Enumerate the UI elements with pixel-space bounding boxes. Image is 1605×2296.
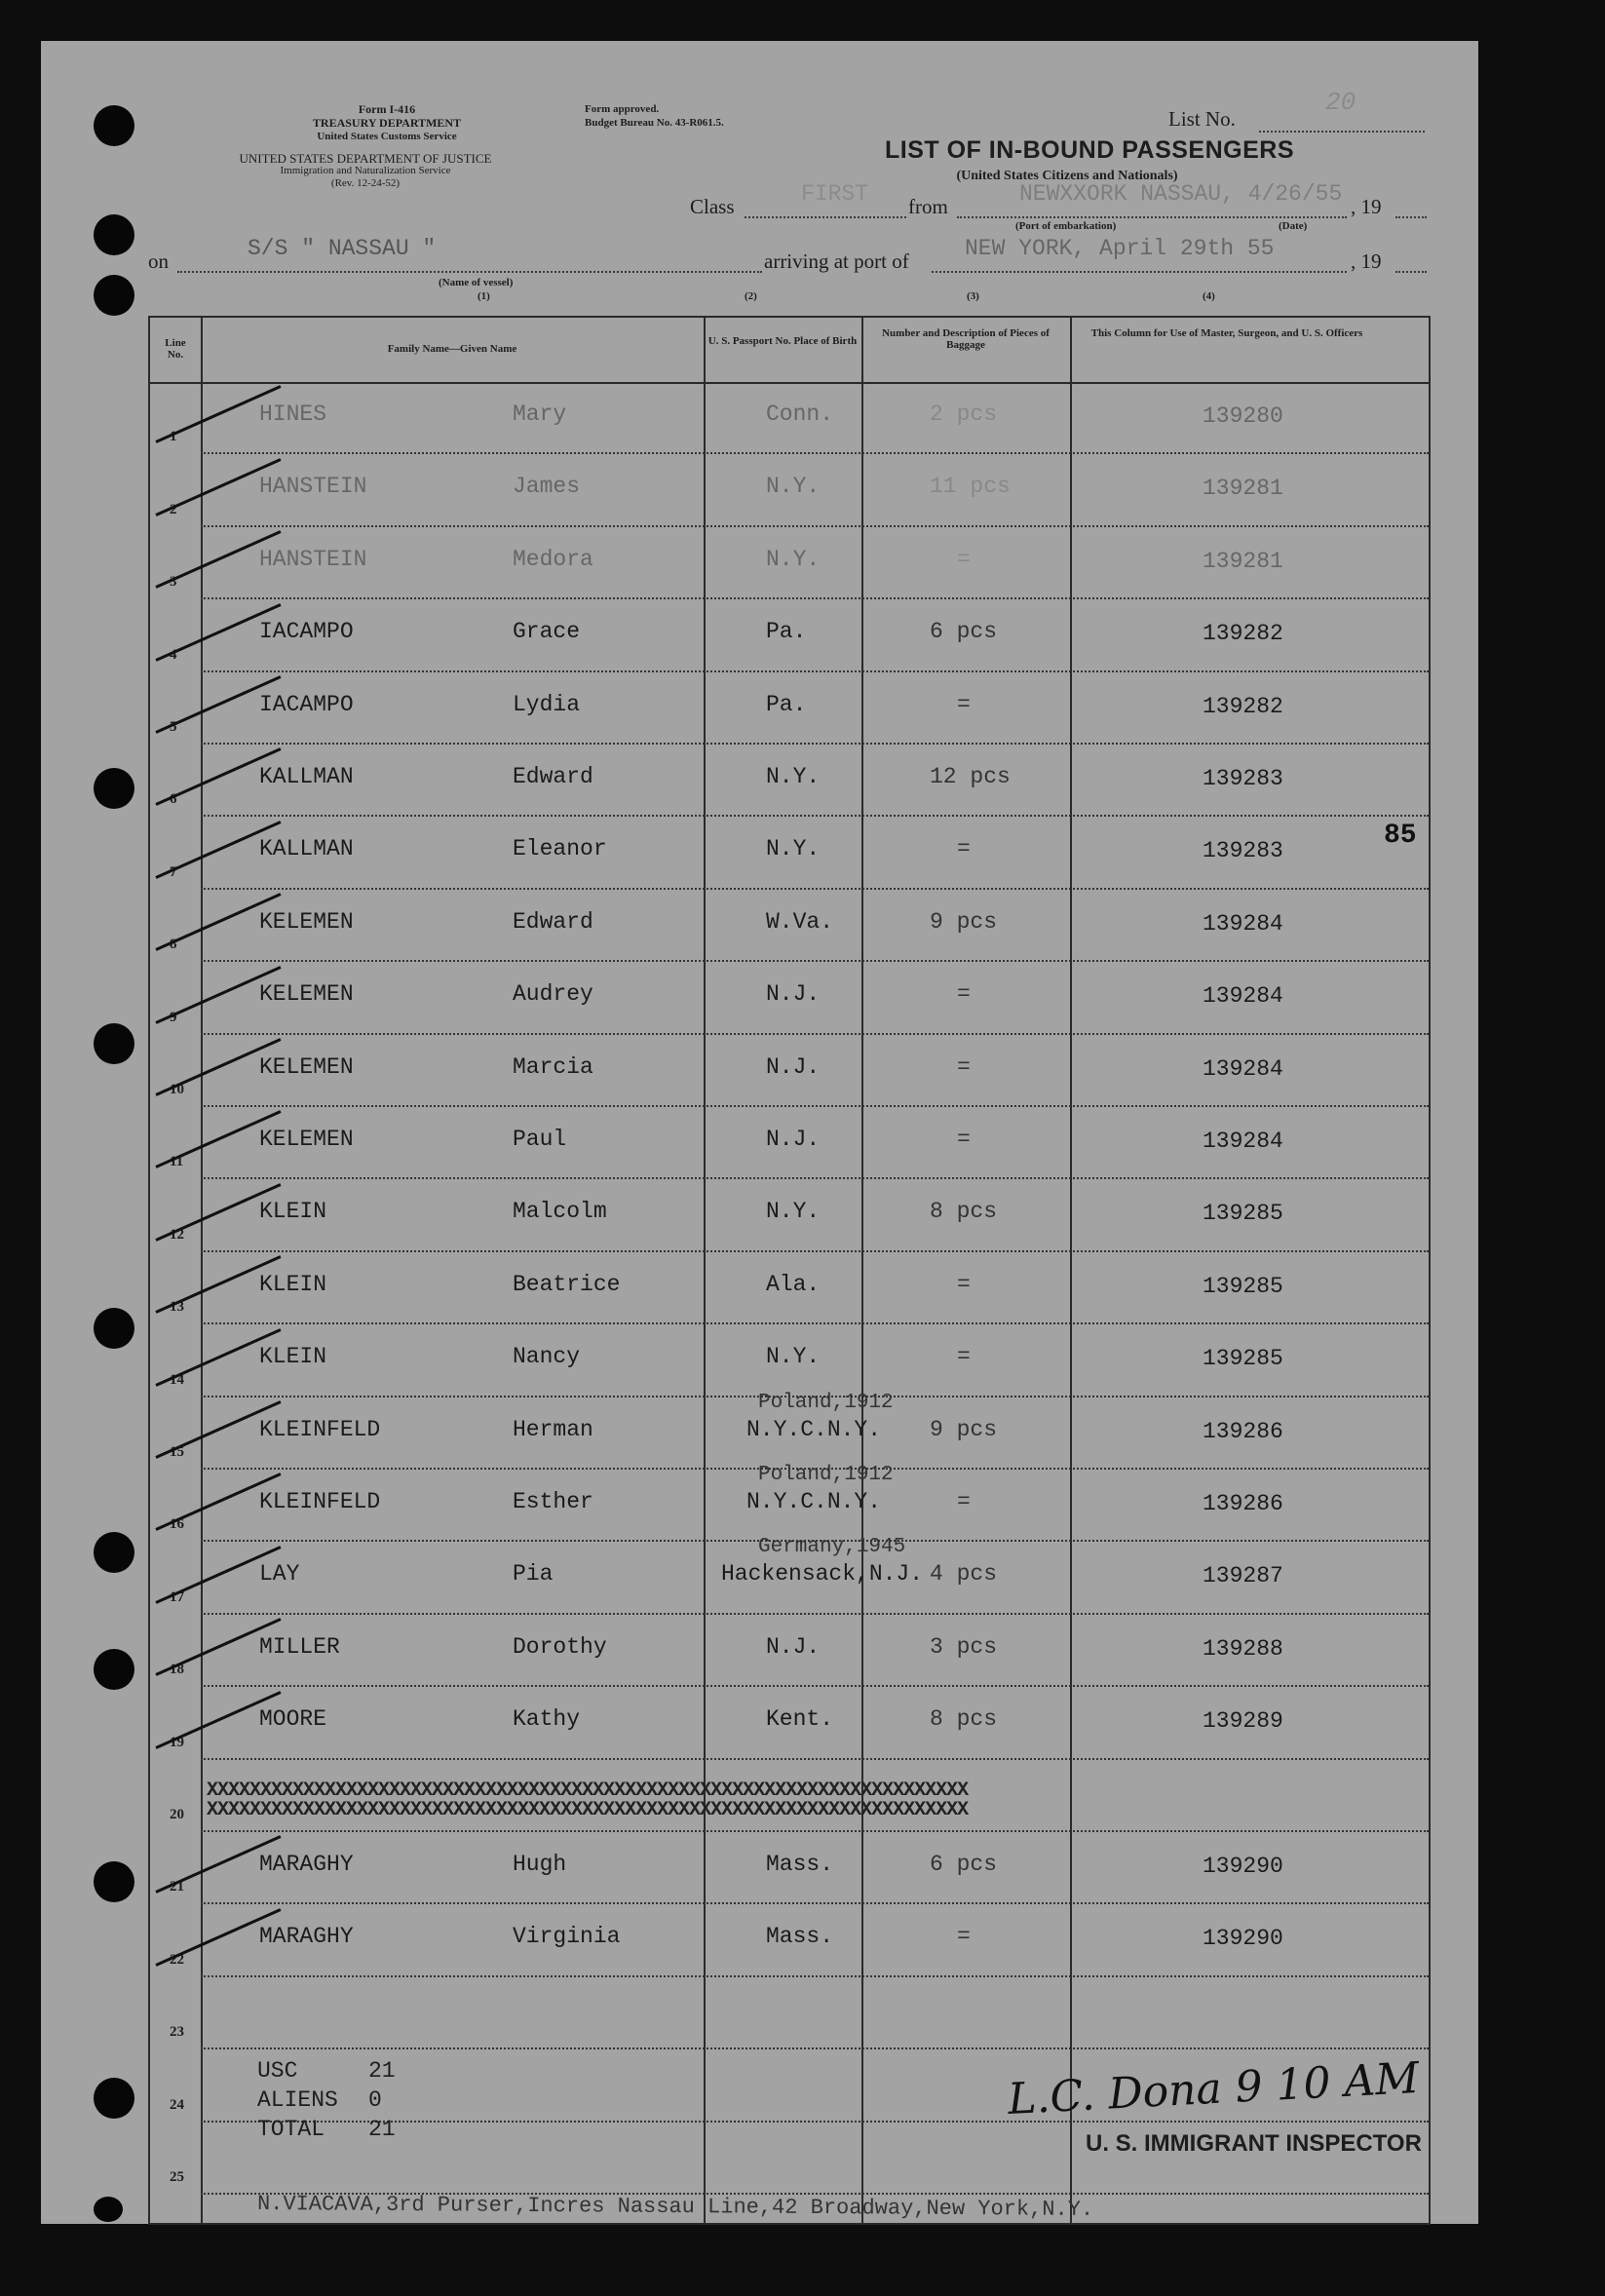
given-name: Grace — [513, 619, 581, 645]
form-approved: Form approved. — [585, 103, 660, 115]
family-name: KALLMAN — [259, 764, 354, 789]
officer-number: 139283 — [1203, 766, 1283, 791]
line-number: 25 — [170, 2168, 184, 2185]
birth-place: Conn. — [766, 402, 834, 427]
line-number: 18 — [170, 1662, 184, 1678]
baggage: 6 pcs — [930, 619, 998, 645]
family-name: IACAMPO — [259, 619, 354, 645]
line-number: 13 — [170, 1299, 184, 1316]
officer-number: 139287 — [1203, 1563, 1283, 1589]
from-line — [957, 216, 1347, 218]
binder-hole — [94, 275, 134, 316]
table-row — [150, 454, 1429, 526]
list-no-label: List No. — [1168, 107, 1236, 131]
given-name: Marcia — [513, 1053, 593, 1080]
given-name: Audrey — [513, 981, 593, 1008]
arriving-label: arriving at port of — [764, 249, 909, 273]
baggage: 12 pcs — [930, 764, 1011, 789]
from-label: from — [908, 195, 948, 218]
officer-number: 139280 — [1203, 403, 1283, 429]
binder-hole — [94, 2197, 123, 2222]
table-row — [150, 1615, 1429, 1687]
birth-place: Ala. — [766, 1271, 821, 1297]
officer-number: 139281 — [1203, 548, 1283, 574]
birth-place: Hackensack,N.J. — [721, 1561, 924, 1588]
line-number: 21 — [170, 1879, 184, 1895]
family-name: MOORE — [259, 1706, 327, 1733]
col-header-line: Line No. — [165, 337, 186, 361]
baggage: = — [957, 836, 971, 862]
binder-hole — [94, 214, 134, 255]
purser-line: N.VIACAVA,3rd Purser,Incres Nassau Line,42 Broadway,New York,N.Y. — [256, 2192, 1094, 2222]
given-name: Nancy — [513, 1344, 581, 1370]
baggage: 8 pcs — [930, 1199, 998, 1225]
officer-number: 139284 — [1203, 1055, 1283, 1082]
baggage: 6 pcs — [930, 1852, 998, 1877]
family-name: KLEIN — [259, 1271, 327, 1297]
given-name: Hugh — [513, 1852, 567, 1877]
line-number: 9 — [170, 1009, 177, 1025]
officer-number: 139282 — [1203, 693, 1283, 719]
birth-place: N.Y. — [766, 474, 821, 500]
justice-dept: UNITED STATES DEPARTMENT OF JUSTICE — [239, 151, 492, 166]
birth-place: N.Y.C.N.Y. — [746, 1416, 882, 1442]
binder-hole — [94, 105, 134, 146]
family-name: MILLER — [259, 1633, 340, 1660]
given-name: Edward — [513, 908, 593, 935]
binder-hole — [94, 2078, 134, 2119]
birth-place: W.Va. — [766, 908, 834, 935]
table-row — [150, 672, 1429, 745]
line-number: 16 — [170, 1516, 184, 1533]
table-row — [150, 745, 1429, 817]
table-row — [150, 1179, 1429, 1251]
family-name: MARAGHY — [259, 1852, 354, 1877]
officer-number: 139283 — [1203, 838, 1283, 864]
officer-number: 139286 — [1203, 1418, 1283, 1444]
table-row — [150, 817, 1429, 889]
table-row — [150, 890, 1429, 962]
vessel-value: S/S " NASSAU " — [248, 236, 437, 261]
passenger-table — [148, 316, 1431, 2225]
totals-usc-label: USC — [257, 2058, 298, 2084]
totals-total-label: TOTAL — [257, 2117, 325, 2142]
arrival-line — [932, 271, 1347, 273]
line-number: 2 — [170, 501, 177, 517]
binder-hole — [94, 1308, 134, 1349]
col-header-officers: This Column for Use of Master, Surgeon, and U. S. Officers — [1090, 327, 1363, 339]
binder-hole — [94, 1649, 134, 1690]
form-number: Form I-416 — [358, 102, 416, 116]
table-row — [150, 1904, 1429, 1976]
family-name: KELEMEN — [259, 1053, 354, 1080]
line-number: 23 — [170, 2024, 184, 2041]
officer-number: 139290 — [1203, 1854, 1283, 1879]
binder-hole — [94, 1861, 134, 1902]
binder-hole — [94, 1532, 134, 1573]
officer-number: 139284 — [1203, 910, 1283, 937]
family-name: LAY — [259, 1561, 300, 1588]
baggage: = — [957, 1127, 971, 1152]
ins-service: Immigration and Naturalization Service — [280, 165, 451, 176]
line-number: 8 — [170, 937, 177, 953]
arrival-value: NEW YORK, April 29th 55 — [965, 236, 1275, 261]
given-name: Mary — [513, 402, 567, 427]
family-name: KELEMEN — [259, 1127, 354, 1152]
family-name: IACAMPO — [259, 691, 354, 717]
given-name: Lydia — [513, 691, 581, 717]
birth-place: N.Y.C.N.Y. — [746, 1489, 882, 1514]
line-number: 22 — [170, 1951, 184, 1968]
birth-place: Mass. — [766, 1852, 834, 1877]
table-row — [150, 1977, 1429, 2049]
family-name: KLEIN — [259, 1344, 327, 1370]
given-name: Herman — [513, 1416, 593, 1442]
given-name: Beatrice — [513, 1271, 621, 1297]
table-row — [150, 1252, 1429, 1324]
col-header-baggage: Number and Description of Pieces of Baggage — [882, 327, 1050, 351]
birth-place: N.J. — [766, 1633, 821, 1660]
from-value: NEWXXORK NASSAU, 4/26/55 — [1019, 181, 1343, 207]
table-row — [150, 1760, 1429, 1832]
totals-aliens-label: ALIENS — [257, 2087, 338, 2113]
family-name: KELEMEN — [259, 981, 354, 1008]
officer-number: 139285 — [1203, 1201, 1283, 1227]
birth-place: N.J. — [766, 1127, 821, 1152]
birth-place: Kent. — [766, 1706, 834, 1733]
baggage: 4 pcs — [930, 1561, 998, 1588]
line-number: 20 — [170, 1806, 184, 1822]
baggage: 9 pcs — [930, 908, 998, 935]
baggage: = — [957, 691, 971, 717]
baggage: 2 pcs — [930, 402, 998, 427]
officer-number: 139285 — [1203, 1346, 1283, 1372]
table-row — [150, 599, 1429, 671]
line-number: 15 — [170, 1443, 184, 1460]
officer-number: 139284 — [1203, 1129, 1283, 1154]
family-name: KLEINFELD — [259, 1416, 381, 1442]
col-header-name: Family Name—Given Name — [387, 343, 517, 355]
given-name: James — [513, 474, 581, 500]
line-number: 10 — [170, 1081, 184, 1097]
inspector-title: U. S. IMMIGRANT INSPECTOR — [1086, 2130, 1422, 2157]
given-name: Medora — [513, 546, 593, 572]
birth-place: Pa. — [766, 619, 807, 645]
list-no-line — [1259, 131, 1425, 133]
baggage: = — [957, 1344, 971, 1370]
table-row — [150, 1536, 1429, 1614]
baggage: 9 pcs — [930, 1416, 998, 1442]
birth-place-origin: Germany,1945 — [758, 1536, 906, 1559]
baggage: = — [957, 1924, 971, 1950]
family-name: HANSTEIN — [259, 474, 367, 500]
totals-total-value: 21 — [368, 2117, 396, 2142]
form-sheet — [41, 41, 1478, 2224]
table-row — [150, 382, 1429, 454]
officer-number: 139286 — [1203, 1491, 1283, 1516]
line-number: 11 — [170, 1154, 184, 1170]
line-number: 5 — [170, 718, 177, 735]
table-row — [150, 1464, 1429, 1542]
table-row — [150, 1107, 1429, 1179]
table-row — [150, 1687, 1429, 1759]
line-number: 3 — [170, 574, 177, 591]
binder-hole — [94, 768, 134, 809]
inspector-signature: L.C. Dona 9 10 AM — [1006, 2052, 1421, 2125]
line-number: 14 — [170, 1371, 184, 1388]
baggage: = — [957, 1053, 971, 1080]
officer-number: 139282 — [1203, 621, 1283, 647]
baggage: 3 pcs — [930, 1633, 998, 1660]
vessel-caption: (Name of vessel) — [439, 277, 514, 288]
given-name: Edward — [513, 764, 593, 789]
list-no-value: 20 — [1325, 88, 1357, 117]
col-header-passport: U. S. Passport No. Place of Birth — [707, 335, 858, 347]
table-row — [150, 962, 1429, 1034]
table-row — [150, 1832, 1429, 1904]
class-line — [745, 216, 906, 218]
birth-place: Mass. — [766, 1924, 834, 1950]
class-value: FIRST — [801, 181, 869, 207]
line-number: 1 — [170, 429, 177, 445]
birth-place: N.Y. — [766, 836, 821, 862]
on-label: on — [148, 249, 169, 273]
birth-place-origin: Poland,1912 — [758, 1464, 894, 1486]
given-name: Kathy — [513, 1706, 581, 1733]
line-number: 4 — [170, 646, 177, 663]
port-caption: (Port of embarkation) — [1015, 220, 1117, 232]
family-name: HINES — [259, 402, 327, 427]
family-name: KELEMEN — [259, 908, 354, 935]
line-number: 24 — [170, 2096, 184, 2113]
table-row — [150, 527, 1429, 599]
given-name: Dorothy — [513, 1633, 607, 1660]
given-name: Paul — [513, 1127, 567, 1152]
line-number: 6 — [170, 791, 177, 808]
birth-place: N.J. — [766, 1053, 821, 1080]
family-name: KALLMAN — [259, 836, 354, 862]
table-row — [150, 1391, 1429, 1470]
customs-service: United States Customs Service — [317, 131, 457, 142]
family-name: KLEINFELD — [259, 1489, 381, 1514]
officer-number: 139290 — [1203, 1926, 1283, 1952]
officer-number: 139281 — [1203, 476, 1283, 502]
family-name: KLEIN — [259, 1199, 327, 1225]
baggage: = — [957, 1271, 971, 1297]
table-row — [150, 1324, 1429, 1397]
struck-entry-2: XXXXXXXXXXXXXXXXXXXXXXXXXXXXXXXXXXXXXXXXXXXXXXXXXXXXXXXXXXXXXXXXXXXXXXX — [207, 1798, 969, 1821]
birth-place: N.Y. — [766, 764, 821, 789]
caption-3: (3) — [967, 290, 979, 302]
birth-place: N.Y. — [766, 1199, 821, 1225]
line-number: 12 — [170, 1226, 184, 1243]
caption-4: (4) — [1203, 290, 1215, 302]
caption-2: (2) — [745, 290, 757, 302]
struck-entry: XXXXXXXXXXXXXXXXXXXXXXXXXXXXXXXXXXXXXXXXXXXXXXXXXXXXXXXXXXXXXXXXXXXXXXX — [207, 1779, 969, 1802]
baggage: = — [957, 981, 971, 1008]
line-number: 7 — [170, 863, 177, 880]
year-line — [1395, 216, 1427, 218]
caption-1: (1) — [478, 290, 490, 302]
class-label: Class — [690, 195, 735, 218]
officer-number: 139285 — [1203, 1273, 1283, 1299]
given-name: Esther — [513, 1489, 593, 1514]
line-number: 17 — [170, 1588, 184, 1605]
baggage: = — [957, 1489, 971, 1514]
birth-place: N.J. — [766, 981, 821, 1008]
vessel-line — [177, 271, 762, 273]
page-title: LIST OF IN-BOUND PASSENGERS — [885, 136, 1295, 164]
officer-number: 139284 — [1203, 983, 1283, 1010]
budget-bureau: Budget Bureau No. 43-R061.5. — [585, 117, 724, 129]
baggage: 11 pcs — [930, 474, 1011, 500]
birth-place: N.Y. — [766, 1344, 821, 1370]
baggage: = — [957, 546, 971, 572]
family-name: MARAGHY — [259, 1924, 354, 1950]
birth-place: Pa. — [766, 691, 807, 717]
totals-usc-value: 21 — [368, 2058, 396, 2084]
margin-note: 85 — [1384, 821, 1417, 851]
given-name: Malcolm — [513, 1199, 607, 1225]
binder-hole — [94, 1023, 134, 1064]
given-name: Virginia — [513, 1924, 621, 1950]
year-suffix: , 19 — [1351, 195, 1382, 218]
family-name: HANSTEIN — [259, 546, 367, 572]
baggage: 8 pcs — [930, 1706, 998, 1733]
line-number: 19 — [170, 1734, 184, 1750]
table-row — [150, 1035, 1429, 1107]
birth-place-origin: Poland,1912 — [758, 1391, 894, 1414]
totals-aliens-value: 0 — [368, 2087, 382, 2113]
year-suffix: , 19 — [1351, 249, 1382, 273]
date-caption: (Date) — [1279, 220, 1308, 232]
year-line — [1395, 271, 1427, 273]
given-name: Pia — [513, 1561, 554, 1588]
revision: (Rev. 12-24-52) — [330, 177, 401, 189]
officer-number: 139289 — [1203, 1708, 1283, 1735]
page-subtitle: (United States Citizens and Nationals) — [956, 169, 1178, 183]
treasury-dept: TREASURY DEPARTMENT — [312, 116, 462, 130]
birth-place: N.Y. — [766, 546, 821, 572]
officer-number: 139288 — [1203, 1635, 1283, 1662]
given-name: Eleanor — [513, 836, 607, 862]
